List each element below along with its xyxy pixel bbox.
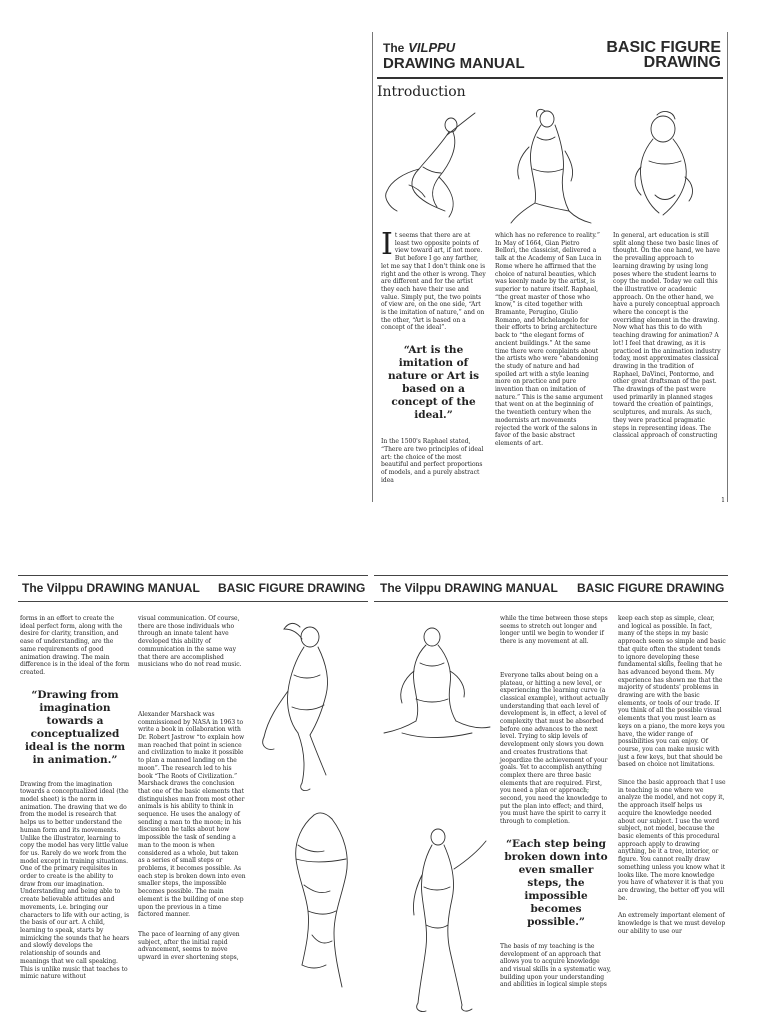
body-paragraph: visual communication. Of course, there are those individuals who through an innate talent have developed this ability of communication in the same way that there are accomplished musicians who do not read music. <box>138 615 242 669</box>
header-rule <box>377 77 723 79</box>
body-paragraph: while the time between those steps seems to stretch out longer and longer until we begin to wonder if there is any movement at all. <box>500 615 608 646</box>
body-paragraph: Alexander Marshack was commissioned by NASA in 1963 to write a book in collaboration with Dr. Robert Jastrow “to explain how man reached that point in science and civilization to make it possible to plan a manned landing on the moon”. The research led to his book “The Roots of Civilization.” Marshack draws the conclusion that one of the basic elements that distinguishes man from most other animals is his ability to think in sequence. He uses the analogy of sending a man to the moon; in his discussion he talks about how impossible the task of sending a man to the moon is when considered as a whole, but taken as a series of small steps or problems, it becomes possible. As each step is broken down into even smaller steps, the impossible becomes possible. The main element is the building of one step upon the previous in a time factored manner. <box>138 710 246 919</box>
header-book-title: BASIC FIGURE DRAWING <box>218 581 366 595</box>
body-paragraph: An extremely important element of knowledge is that we must develop our ability to use our <box>618 912 726 935</box>
pull-quote: “Each step being broken down into even smaller steps, the impossible becomes possible.” <box>504 837 608 928</box>
drop-cap: I <box>381 227 393 262</box>
body-paragraph: The basis of my teaching is the development of an approach that allows you to acquire knowledge and visual skills in a systematic way, building upon your understanding and abilities in logical simple steps <box>500 942 612 989</box>
figure-sketches <box>254 615 366 1005</box>
manual-title: The VILPPU DRAWING MANUAL <box>383 40 525 72</box>
intro-paragraph: which has no reference to reality.” In May of 1664, Gian Pietro Bellori, the classicist, delivered a talk at the Academy of San Luca in Rome where he affirmed that the choice of natural beauties, which was keenly made by the artist, is superior to nature itself. Raphael, “the great master of those who know,” is cited together with Bramante, Perugino, Giulio Romano, and Michelangelo for their efforts to bring architecture back to “the elegant forms of ancient buildings.” At the same time there were complaints about the artists who were “abandoning the study of nature and had spoiled art with a style leaning more on practice and pure invention than on imitation of nature.” This is the same argument that went on at the beginning of the twentieth century when the modernists art movements rejected the work of the salons in favor of the basic abstract elements of art. <box>495 232 603 447</box>
pull-quote: “Drawing from imagination towards a conceptualized ideal is the norm in animation.” <box>24 688 126 766</box>
page2-column-2 <box>138 615 246 968</box>
figure-sketches <box>376 615 494 1015</box>
running-header <box>374 575 728 602</box>
header-manual-title: The Vilppu DRAWING MANUAL <box>380 581 558 595</box>
intro-paragraph: It seems that there are at least two opposite points of view toward art, if not more. But before I go any farther, let me say that I don't think one is right and the other is wrong. They are different and for the artist they each have their use and value. Simply put, the two points of view are, on the one side, “Art is the imitation of nature,” and on the other, “Art is based on a concept of the ideal”. <box>381 227 486 332</box>
section-title: Introduction <box>377 84 466 100</box>
running-header <box>18 575 368 602</box>
pull-quote: “Art is the imitation of nature or Art is based on a concept of the ideal.” <box>387 344 480 422</box>
body-paragraph: The pace of learning of any given subject, after the initial rapid advancement, seems to move upward in ever shortening steps, <box>138 930 240 962</box>
page2-column-1 <box>20 615 130 987</box>
figure-sketches <box>379 107 719 232</box>
body-paragraph: Everyone talks about being on a plateau, or hitting a new level, or experiencing the learning curve (a classical example), without actually understanding that each level of development is, in effect, a level of complexity that must be absorbed before one advances to the next level. Trying to skip levels of development only slows you down and creates frustrations that jeopardize the achievement of your goals. Yet to accomplish anything complex there are three basic elements that are required. First, you need a plan or approach; second, you need the knowledge to put the plan into effect; and third, you must have the spirit to carry it through to completion. <box>500 671 609 826</box>
body-paragraph: Drawing from the imagination towards a conceptualized ideal (the model sheet) is the norm in animation. The drawing that we do from the model is research that helps us to better understand the human form and its movements. Unlike the illustrator, learning to copy the model has very little value for us. Rarely do we work from the model except in training situations. One of the primary requisites in order to create is the ability to draw from our imagination. Understanding and being able to create believable attitudes and movements, i.e. bringing our characters to life with our acting, is the basis of our art. A child, learning to speak, starts by mimicking the sounds that he hears and slowly develops the relationship of sounds and meanings that we call speaking. This is unlike music that teaches to mimic nature without <box>20 780 130 981</box>
page3-column-2 <box>618 615 726 941</box>
page-intro <box>372 32 728 502</box>
page-number: 1 <box>721 497 725 502</box>
page-two <box>18 575 368 1024</box>
book-title: BASIC FIGURE DRAWING <box>606 39 721 71</box>
body-paragraph: Since the basic approach that I use in teaching is one where we analyze the model, and not copy it, the approach itself helps us acquire the knowledge needed about our subject. I use the word subject, not model, because the basic elements of this procedural approach apply to drawing anything, be it a tree, interior, or figure. You cannot really draw something unless you know what it looks like. The more knowledge you have of whatever it is that you are drawing, the better off you will be. <box>618 779 726 902</box>
intro-column-2 <box>495 232 603 454</box>
body-paragraph: keep each step as simple, clear, and logical as possible. In fact, many of the steps in my basic approach seem so simple and basic that quite often the student tends to ignore developing these fundamental skills, feeling that he has advanced beyond them. My experience has shown me that the majority of students' problems in drawing are with the basic elements, or tools of our trade. If you think of all the possible visual elements that you must learn as keys on a piano, the more keys you have, the wider range of possibilities you can enjoy. Of course, you can make music with just a few keys, but that should be based on choice not limitations. <box>618 615 726 769</box>
intro-paragraph: In the 1500's Raphael stated, “There are two principles of ideal art: the choice of the most beautiful and perfect proportions of models, and a purely abstract idea <box>381 438 484 484</box>
intro-column-1 <box>381 227 486 490</box>
intro-column-3 <box>613 232 721 446</box>
page3-column-1 <box>500 615 612 995</box>
page-three <box>374 575 728 1024</box>
body-paragraph: forms in an effort to create the ideal perfect form, along with the desire for clarity, transition, and ease of understanding, are the same requirements of good animation drawing. The main difference is in the ideal of the form created. <box>20 615 130 676</box>
header-manual-title: The Vilppu DRAWING MANUAL <box>22 581 200 595</box>
header-book-title: BASIC FIGURE DRAWING <box>577 581 725 595</box>
intro-paragraph: In general, art education is still split along these two basic lines of thought. On the one hand, we have the prevailing approach to learning drawing by using long poses where the student learns to copy the model. Today we call this the illustrative or academic approach. On the other hand, we have a purely conceptual approach where the concept is the overriding element in the drawing. Now what has this to do with teaching drawing for animation? A lot! I feel that drawing, as it is practiced in the animation industry today, most approximates classical drawing in the tradition of Raphael, DaVinci, Pontormo, and other great draftsman of the past. The drawings of the past were used primarily in planned stages toward the creation of paintings, sculptures, and murals. As such, they were practical pragmatic steps in representing ideas. The classical approach of constructing <box>613 232 721 440</box>
